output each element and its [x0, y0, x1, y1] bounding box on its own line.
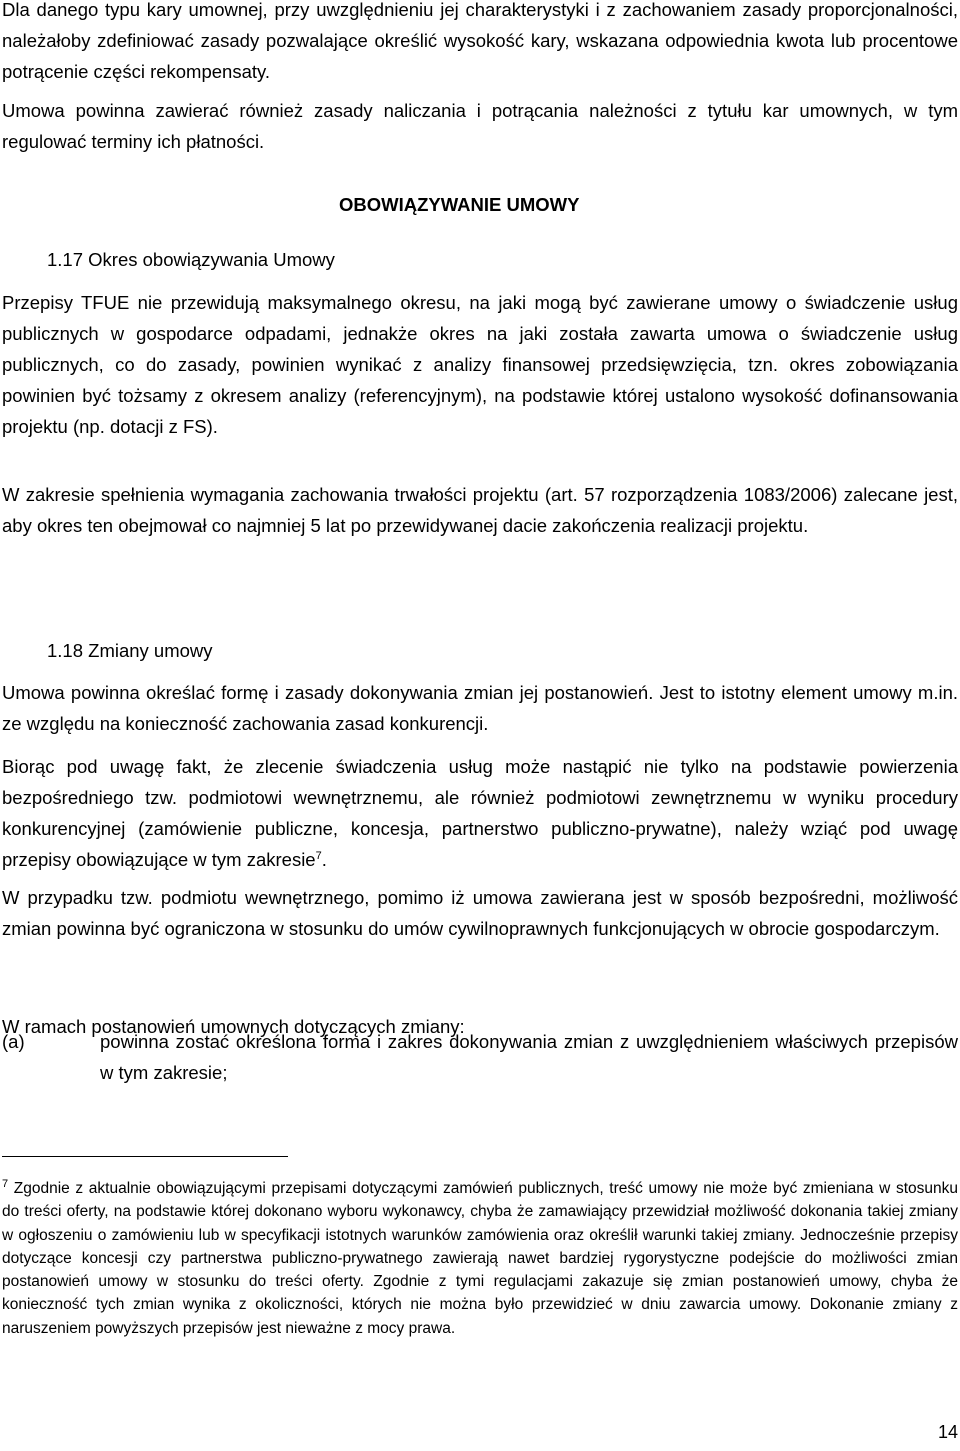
footnote-reference: 7 — [315, 849, 322, 862]
page-number: 14 — [937, 1422, 958, 1442]
paragraph-contract-duration: Przepisy TFUE nie przewidują maksymalnego okresu, na jaki mogą być zawierane umowy o świadczenie usług publicznych w gospodarce odpadami, jednakże okres na jaki została zawarta umowa o świadczenie usług publicznych, co do zasady, powinien wynikać z analizy finansowej przedsięwzięcia, tzn. okres zobowiązania powinien być tożsamy z okresem analizy (referencyjnym), na podstawie której ustalono wysokość dofinansowania projektu (np. dotacji z FS). — [2, 292, 958, 437]
paragraph-amendment-provisions: W ramach postanowień umownych dotyczących zmiany: — [2, 1016, 465, 1037]
paragraph-penalty-payment: Umowa powinna zawierać również zasady naliczania i potrącania należności z tytułu kar umownych, w tym regulować terminy ich płatności. — [2, 100, 958, 152]
section-heading: OBOWIĄZYWANIE UMOWY — [339, 194, 580, 215]
paragraph-amendment-competition — [2, 751, 958, 875]
subsection-title-1-18: 1.18 Zmiany umowy — [47, 640, 213, 661]
subsection-title-1-17: 1.17 Okres obowiązywania Umowy — [47, 249, 335, 270]
paragraph-project-durability: W zakresie spełnienia wymagania zachowania trwałości projektu (art. 57 rozporządzenia 1083/2006) zalecane jest, aby okres ten obejmował co najmniej 5 lat po przewidywanej dacie zakończenia realizacji projektu. — [2, 484, 958, 536]
paragraph-end-punctuation: . — [321, 849, 327, 870]
paragraph-text: Biorąc pod uwagę fakt, że zlecenie świadczenia usług może nastąpić nie tylko na podstawie powierzenia bezpośredniego tzw. podmiotowi wewnętrznemu, ale również podmiotowi zewnętrznemu w wyniku procedury konkurencyjnej (zamówienie publiczne, koncesja, partnerstwo publiczno-prywatne), należy wziąć pod uwagę przepisy obowiązujące w tym zakresie — [2, 756, 958, 870]
paragraph-internal-entity: W przypadku tzw. podmiotu wewnętrznego, pomimo iż umowa zawierana jest w sposób bezpośredni, możliwość zmian powinna być ograniczona w stosunku do umów cywilnoprawnych funkcjonujących w obrocie gospodarczym. — [2, 887, 958, 939]
paragraph-amendment-form: Umowa powinna określać formę i zasady dokonywania zmian jej postanowień. Jest to istotny element umowy m.in. ze względu na konieczność zachowania zasad konkurencji. — [2, 682, 958, 734]
footnote-number: 7 — [2, 1177, 9, 1190]
footnote — [2, 1177, 958, 1340]
paragraph-penalty-rules: Dla danego typu kary umownej, przy uwzględnieniu jej charakterystyki i z zachowaniem zasady proporcjonalności, należałoby zdefiniować zasady pozwalające określić wysokość kary, wskazana odpowiednia kwota lub procentowe potrącenie części rekompensaty. — [2, 0, 958, 82]
list-item-label: (a) — [2, 1031, 25, 1052]
list-item-text: powinna zostać określona forma i zakres dokonywania zmian z uwzględnieniem właściwych przepisów w tym zakresie; — [100, 1031, 958, 1083]
list-item — [2, 1026, 958, 1088]
footnote-divider — [2, 1156, 288, 1157]
footnote-text: Zgodnie z aktualnie obowiązującymi przepisami dotyczącymi zamówień publicznych, treść umowy nie może być zmieniana w stosunku do treści oferty, na podstawie której dokonano wyboru wykonawcy, chyba że zamawiający przewidział możliwość dokonania takiej zmiany w ogłoszeniu o zamówieniu lub w specyfikacji istotnych warunków zamówienia oraz określił warunki takiej zmiany. Jednocześnie przepisy dotyczące koncesji czy partnerstwa publiczno-prywatnego zawierają nawet bardziej rygorystyczne podejście do możliwości zmian postanowień umowy w stosunku do treści oferty. Zgodnie z tymi regulacjami zakazuje się zmian postanowień umowy, chyba że konieczność tych zmian wynika z okoliczności, których nie można było przewidzieć w dniu zawarcia umowy. Dokonanie zmiany z naruszeniem powyższych przepisów jest nieważne z mocy prawa. — [2, 1180, 958, 1337]
